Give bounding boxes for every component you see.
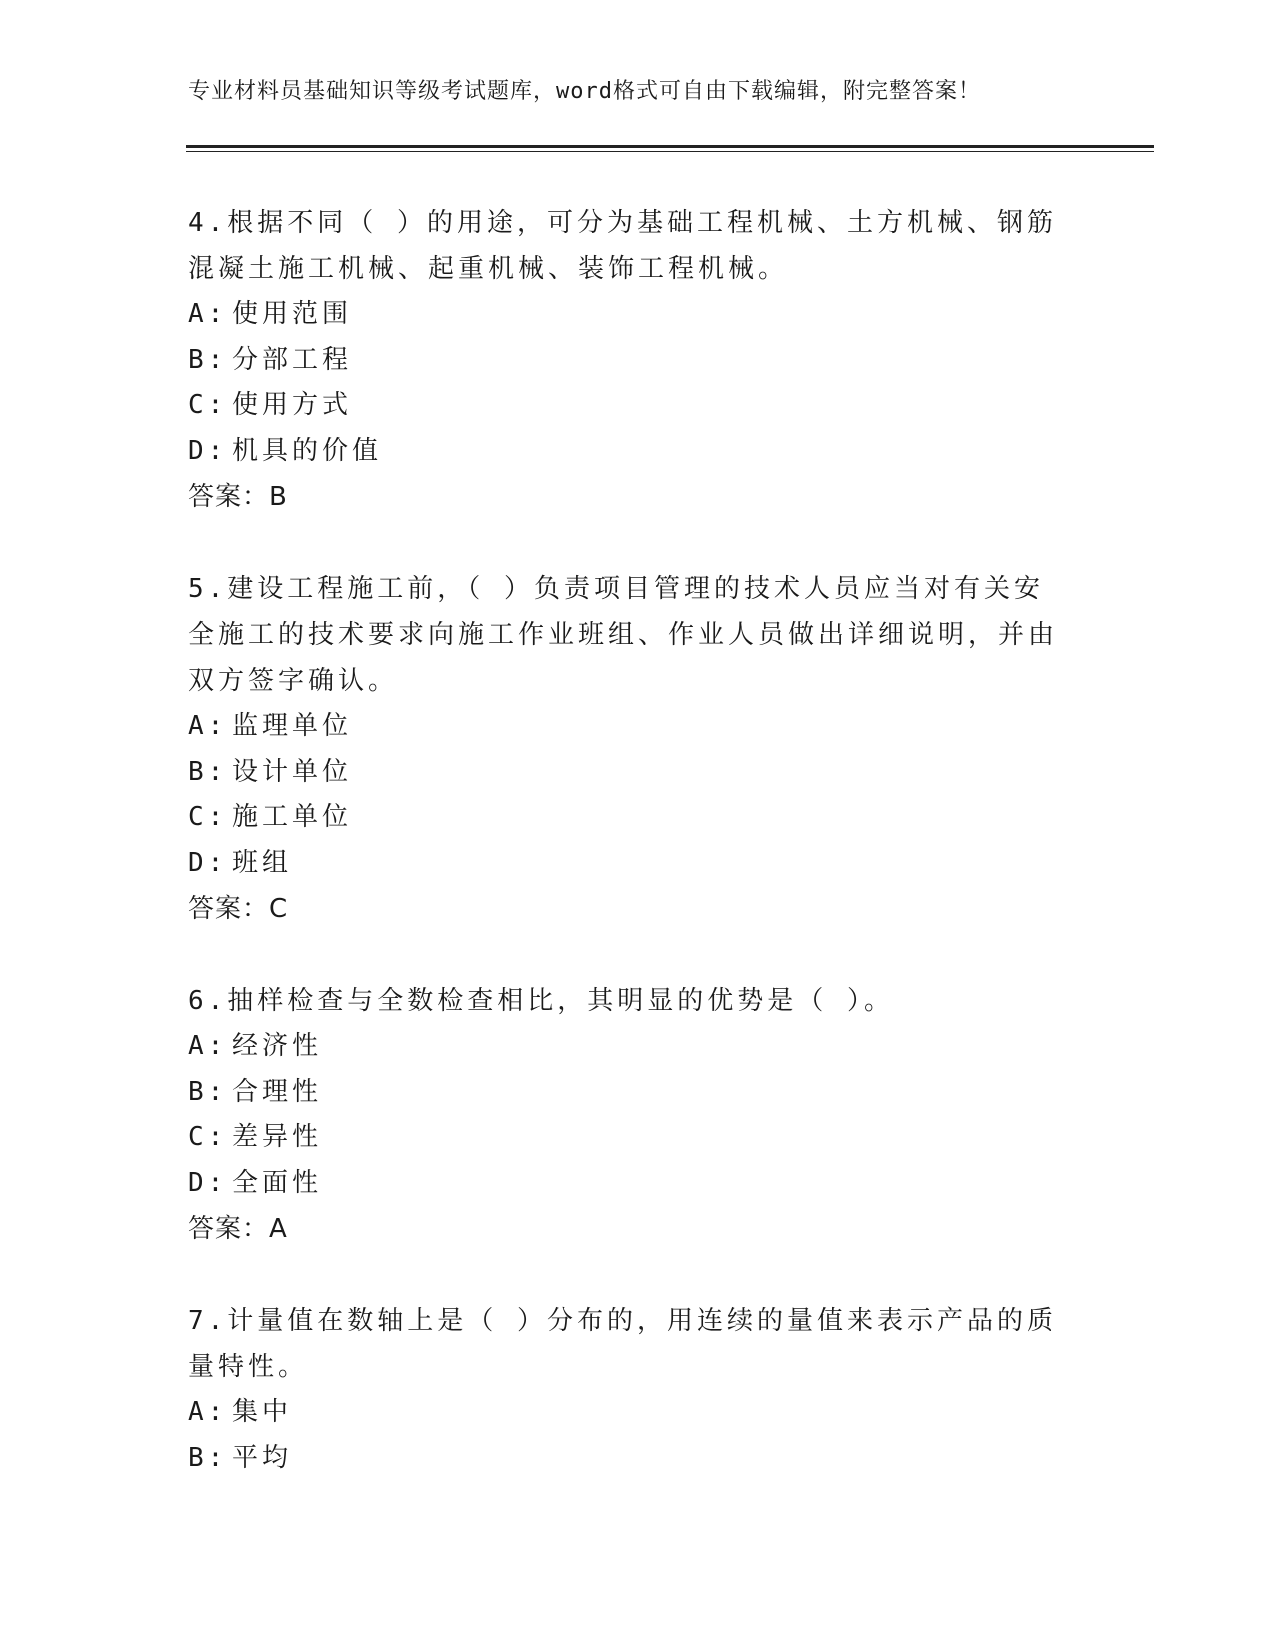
option-letter: D: [188, 847, 228, 878]
option-b [188, 1436, 1088, 1482]
question-stem: 7.计量值在数轴上是（ ）分布的，用连续的量值来表示产品的质量特性。 [188, 1306, 1057, 1382]
option-d [188, 429, 1088, 475]
option-a [188, 704, 1088, 750]
question-4 [188, 200, 1088, 520]
option-c [188, 795, 1088, 841]
option-text: 集中 [232, 1397, 293, 1427]
header-rule-thick [186, 145, 1154, 148]
option-b [188, 338, 1088, 384]
option-letter: D: [188, 435, 228, 466]
question-stem: 4.根据不同（ ）的用途，可分为基础工程机械、土方机械、钢筋混凝土施工机械、起重机械、装饰工程机械。 [188, 208, 1057, 284]
header-rule-thin [186, 151, 1154, 152]
question-6 [188, 978, 1088, 1252]
option-text: 使用方式 [232, 390, 353, 420]
question-list [188, 200, 1088, 1527]
option-text: 平均 [232, 1442, 293, 1473]
option-letter: B: [188, 1076, 228, 1107]
answer-line: 答案：A [188, 1214, 288, 1244]
option-letter: A: [188, 299, 228, 329]
option-c [188, 1115, 1088, 1161]
option-letter: A: [188, 711, 228, 741]
option-letter: C: [188, 802, 228, 832]
option-a [188, 1024, 1088, 1070]
option-text: 合理性 [232, 1076, 323, 1107]
option-d [188, 1161, 1088, 1207]
answer-line: 答案：B [188, 482, 288, 512]
option-text: 经济性 [232, 1031, 323, 1061]
option-text: 监理单位 [232, 711, 353, 741]
option-c [188, 383, 1088, 429]
option-letter: D: [188, 1167, 228, 1198]
question-5 [188, 566, 1088, 932]
option-letter: C: [188, 390, 228, 420]
option-d [188, 841, 1088, 887]
option-text: 班组 [232, 847, 293, 878]
option-letter: C: [188, 1122, 228, 1152]
option-text: 设计单位 [232, 756, 353, 787]
question-stem: 6.抽样检查与全数检查相比，其明显的优势是（ ）。 [188, 986, 894, 1016]
option-letter: B: [188, 1442, 228, 1473]
option-text: 机具的价值 [232, 435, 383, 466]
option-b [188, 1070, 1088, 1116]
option-text: 分部工程 [232, 344, 353, 375]
option-text: 全面性 [232, 1167, 323, 1198]
option-text: 施工单位 [232, 802, 353, 832]
option-letter: B: [188, 756, 228, 787]
option-letter: A: [188, 1031, 228, 1061]
option-b [188, 750, 1088, 796]
option-a [188, 292, 1088, 338]
question-7 [188, 1298, 1088, 1481]
option-a [188, 1390, 1088, 1436]
page-header: 专业材料员基础知识等级考试题库，word格式可自由下载编辑，附完整答案！ [188, 79, 981, 104]
answer-line: 答案：C [188, 894, 289, 924]
option-text: 使用范围 [232, 299, 353, 329]
question-stem: 5.建设工程施工前，（ ）负责项目管理的技术人员应当对有关安全施工的技术要求向施工作业班组、作业人员做出详细说明，并由双方签字确认。 [188, 574, 1059, 696]
option-letter: B: [188, 344, 228, 375]
option-text: 差异性 [232, 1122, 323, 1152]
option-letter: A: [188, 1397, 228, 1427]
